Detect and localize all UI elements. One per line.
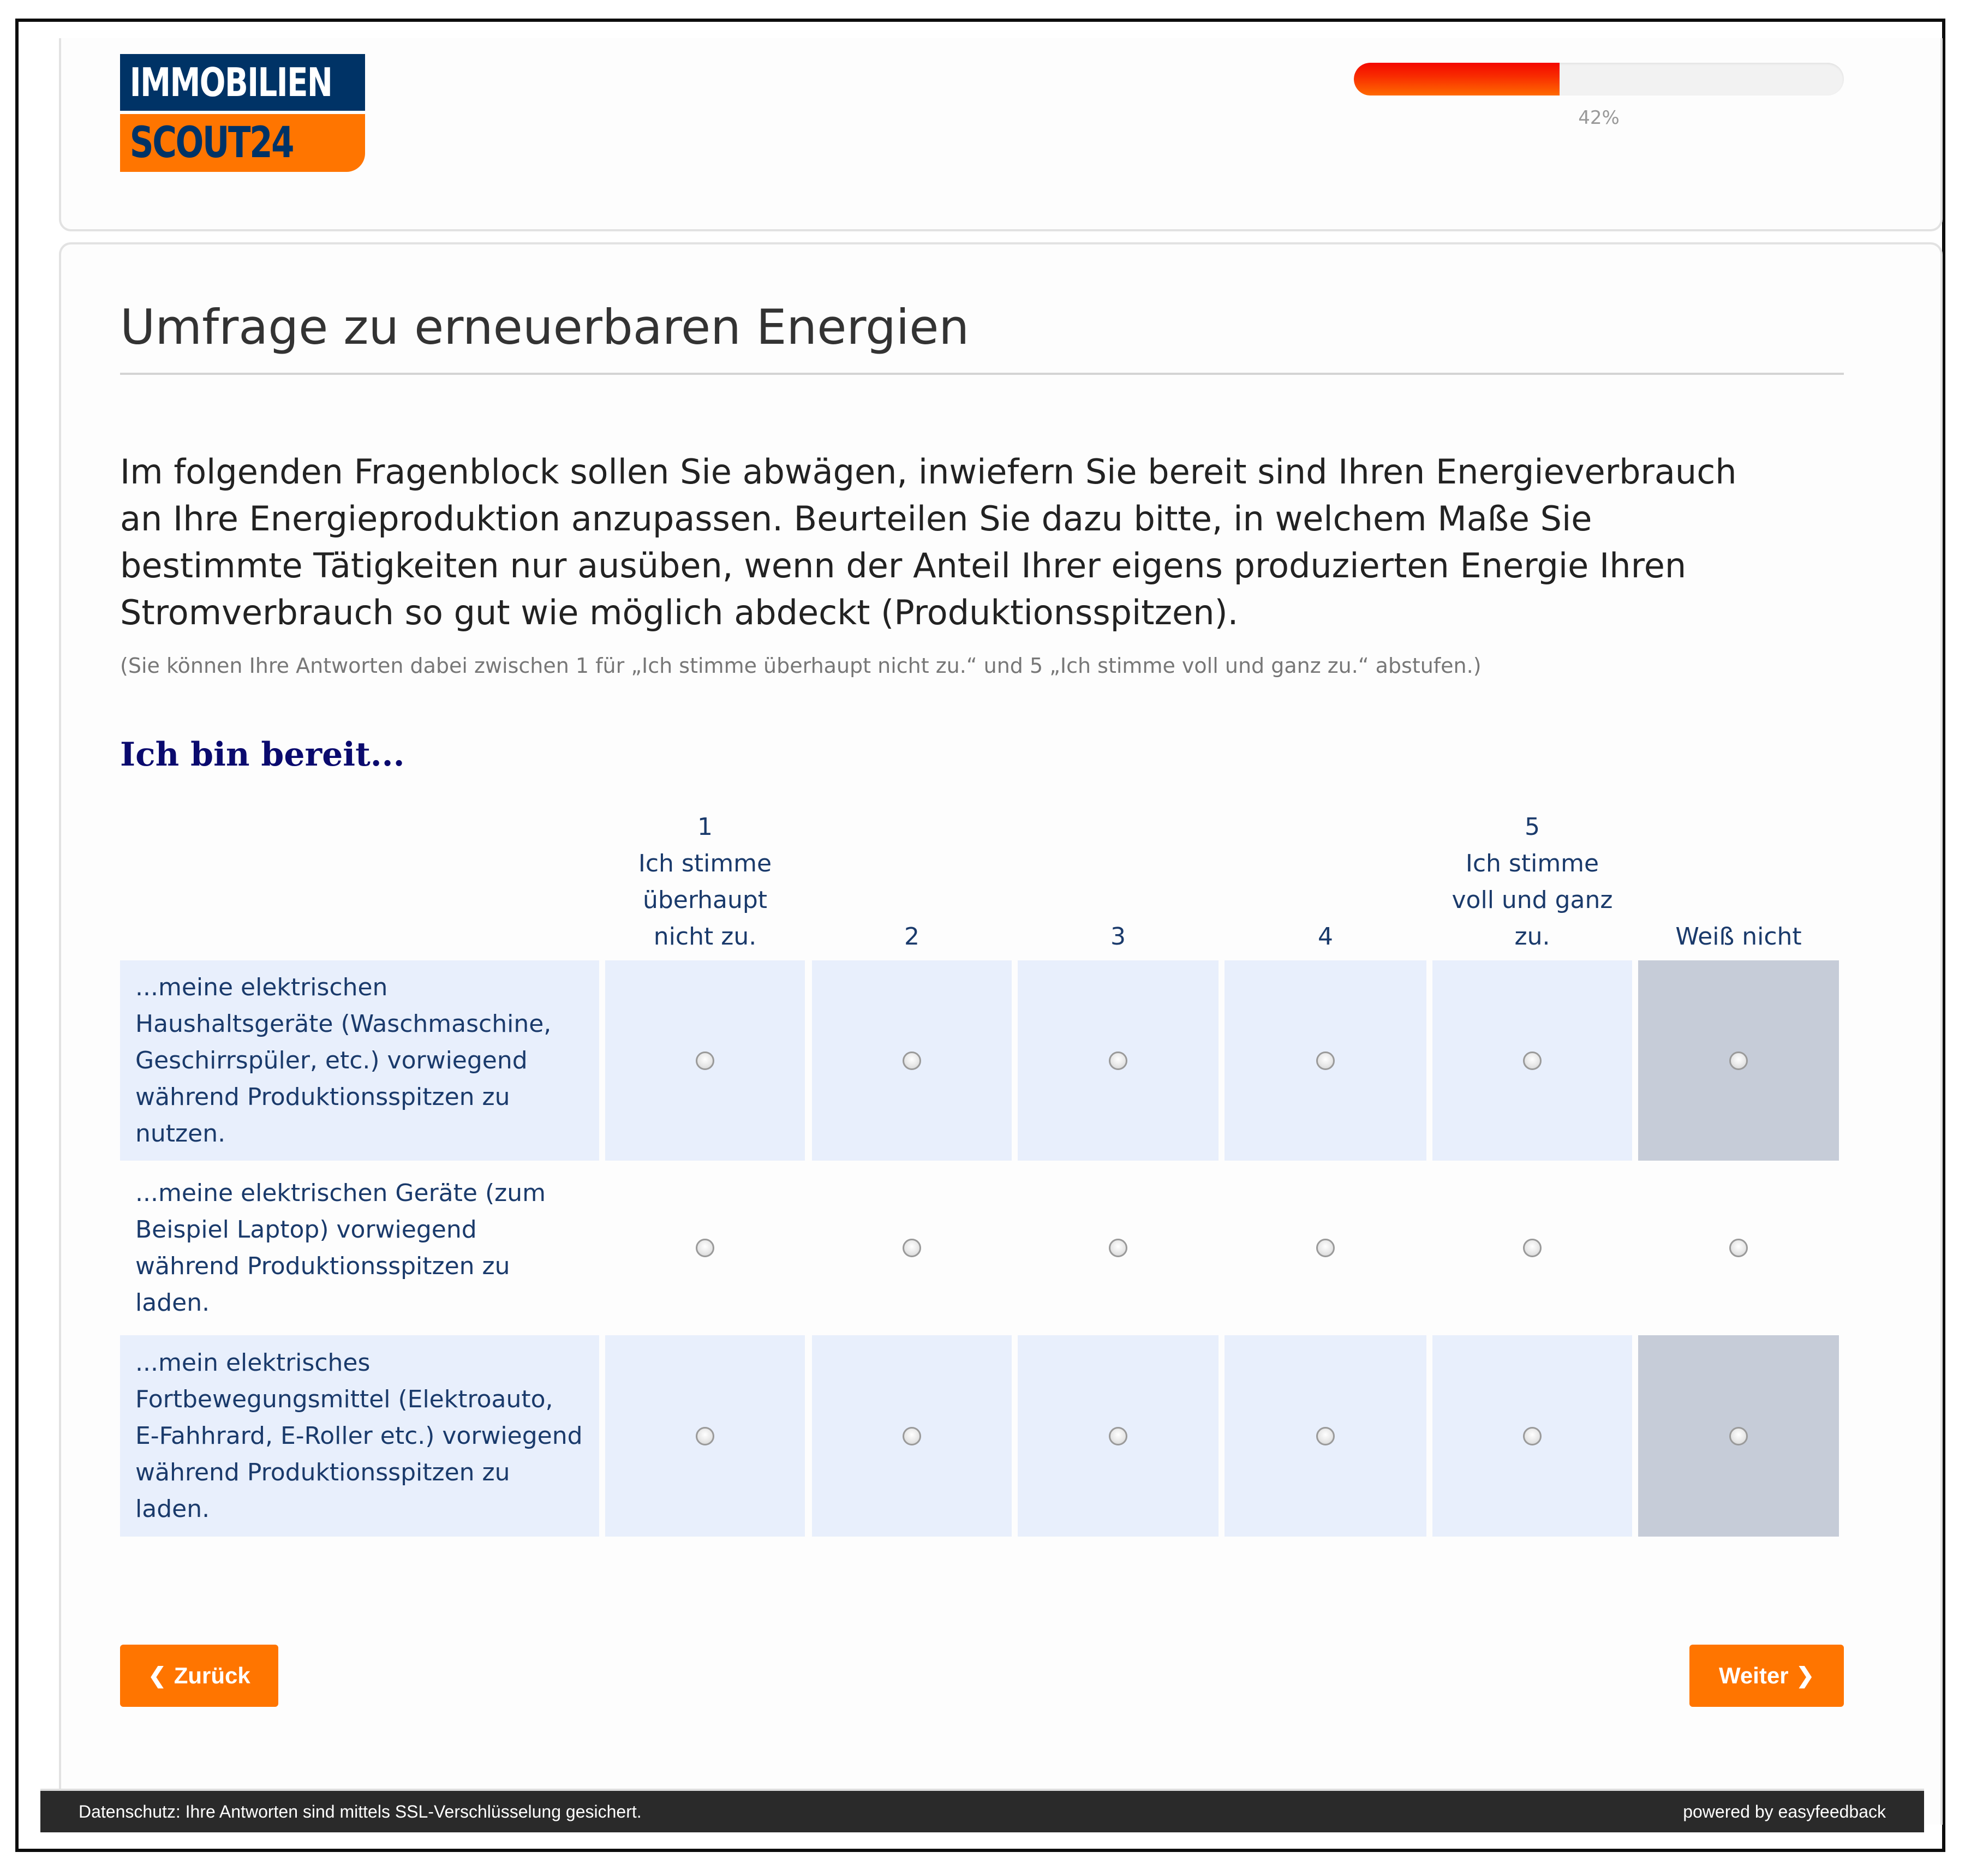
- radio-row3-option-2[interactable]: [903, 1427, 921, 1445]
- cell-option-1: [605, 960, 805, 1161]
- cell-option-2: [812, 1335, 1012, 1537]
- footer-bar: [40, 1789, 1924, 1832]
- cell-option-2: [812, 1161, 1012, 1335]
- column-header-dont-know: Weiß nicht: [1675, 923, 1802, 951]
- radio-row1-option-1[interactable]: [696, 1051, 714, 1070]
- question-intro: [120, 449, 1866, 636]
- radio-row3-option-3[interactable]: [1109, 1427, 1127, 1445]
- radio-row2-option-1[interactable]: [696, 1239, 714, 1257]
- progress-bar: [1354, 63, 1844, 95]
- cell-option-3: [1018, 1335, 1219, 1537]
- column-header-3: 3: [1110, 923, 1126, 951]
- radio-row3-option-5[interactable]: [1523, 1427, 1542, 1445]
- powered-by-link[interactable]: powered by easyfeedback: [1683, 1802, 1886, 1821]
- block-heading: Ich bin bereit...: [120, 736, 405, 774]
- cell-option-3: [1018, 1161, 1219, 1335]
- radio-row3-dont-know[interactable]: [1729, 1427, 1748, 1445]
- radio-row1-option-2[interactable]: [903, 1051, 921, 1070]
- row-label: ...meine elektrischen Haushaltsgeräte (Waschmaschine, Geschirrspüler, etc.) vorwiegend während Produktionsspitzen zu nutzen.: [120, 960, 599, 1161]
- matrix-row: [120, 1161, 1839, 1335]
- matrix-row: [120, 960, 1839, 1161]
- cell-option-5: [1432, 960, 1632, 1161]
- next-button-label: Weiter: [1718, 1663, 1789, 1688]
- chevron-left-icon: ❮: [148, 1664, 166, 1688]
- intro-line: an Ihre Energieproduktion anzupassen. Beurteilen Sie dazu bitte, in welchem Maße Sie: [120, 499, 1592, 539]
- back-button-label: Zurück: [174, 1663, 250, 1688]
- column-header-4: 4: [1318, 923, 1333, 951]
- radio-row2-option-2[interactable]: [903, 1239, 921, 1257]
- intro-line: bestimmte Tätigkeiten nur ausüben, wenn der Anteil Ihrer eigens produzierten Energie Ihren: [120, 546, 1687, 585]
- intro-line: Stromverbrauch so gut wie möglich abdeckt (Produktionsspitzen).: [120, 593, 1239, 632]
- radio-row1-option-3[interactable]: [1109, 1051, 1127, 1070]
- intro-line: Im folgenden Fragenblock sollen Sie abwägen, inwiefern Sie bereit sind Ihren Energieverbrauch: [120, 452, 1737, 492]
- chevron-right-icon: ❯: [1796, 1664, 1815, 1688]
- back-button[interactable]: [120, 1645, 278, 1707]
- title-divider: [120, 373, 1844, 375]
- cell-option-dont-know: [1638, 1161, 1839, 1335]
- logo-top-band: IMMOBILIEN: [120, 54, 365, 111]
- progress-percent: 42%: [1578, 107, 1620, 129]
- cell-option-1: [605, 1161, 805, 1335]
- row-label: ...mein elektrisches Fortbewegungsmittel (Elektroauto, E-Fahhrard, E-Roller etc.) vorwiegend während Produktionsspitzen zu laden.: [120, 1335, 599, 1537]
- cell-option-dont-know: [1638, 960, 1839, 1161]
- cell-option-2: [812, 960, 1012, 1161]
- column-header-5: 5 Ich stimme voll und ganz zu.: [1452, 813, 1613, 951]
- logo-bottom-band: SCOUT24: [120, 114, 365, 172]
- next-button[interactable]: [1689, 1645, 1844, 1707]
- scale-hint: (Sie können Ihre Antworten dabei zwischen 1 für „Ich stimme überhaupt nicht zu.“ und 5 „Ich stimme voll und ganz zu.“ abstufen.): [120, 654, 1482, 678]
- column-header-2: 2: [904, 923, 919, 951]
- column-header-1: 1 Ich stimme überhaupt nicht zu.: [638, 813, 772, 951]
- cell-option-5: [1432, 1161, 1632, 1335]
- radio-row2-option-4[interactable]: [1316, 1239, 1335, 1257]
- radio-row1-option-4[interactable]: [1316, 1051, 1335, 1070]
- radio-row2-option-3[interactable]: [1109, 1239, 1127, 1257]
- cell-option-5: [1432, 1335, 1632, 1537]
- cell-option-4: [1225, 960, 1426, 1161]
- cell-option-1: [605, 1335, 805, 1537]
- cell-option-4: [1225, 1335, 1426, 1537]
- radio-row2-option-5[interactable]: [1523, 1239, 1542, 1257]
- progress-bar-fill: [1354, 63, 1560, 95]
- matrix-row: [120, 1335, 1839, 1537]
- cell-option-4: [1225, 1161, 1426, 1335]
- privacy-notice: Datenschutz: Ihre Antworten sind mittels SSL-Verschlüsselung gesichert.: [79, 1802, 642, 1821]
- immobilienscout24-logo: [120, 54, 365, 172]
- page-title: Umfrage zu erneuerbaren Energien: [120, 299, 970, 355]
- row-label: ...meine elektrischen Geräte (zum Beispiel Laptop) vorwiegend während Produktionsspitzen zu laden.: [135, 1179, 546, 1317]
- radio-row1-dont-know[interactable]: [1729, 1051, 1748, 1070]
- cell-option-3: [1018, 960, 1219, 1161]
- radio-row1-option-5[interactable]: [1523, 1051, 1542, 1070]
- cell-option-dont-know: [1638, 1335, 1839, 1537]
- radio-row2-dont-know[interactable]: [1729, 1239, 1748, 1257]
- radio-row3-option-4[interactable]: [1316, 1427, 1335, 1445]
- radio-row3-option-1[interactable]: [696, 1427, 714, 1445]
